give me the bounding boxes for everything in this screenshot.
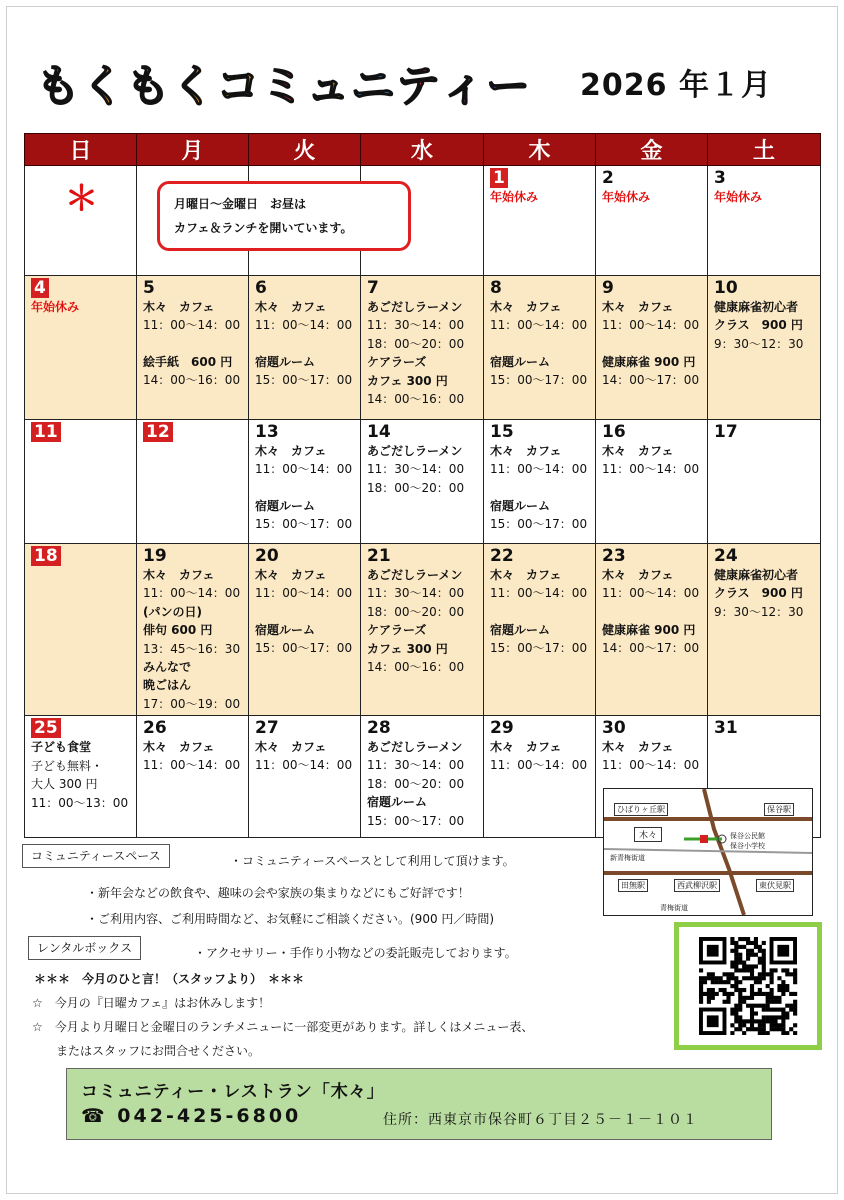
day-cell (137, 716, 249, 838)
event-title: あごだしラーメン (367, 300, 463, 314)
week-row (25, 276, 821, 420)
map-label: 西武柳沢駅 (674, 879, 720, 892)
logo-letter: ミ (261, 61, 305, 112)
event-time: 11：00～14：00 (602, 318, 700, 333)
event-time: 9：30～12：30 (714, 604, 804, 619)
event-time: 11：00～14：00 (255, 318, 353, 333)
day-cell (25, 166, 137, 276)
day-cell (249, 716, 361, 838)
event-detail: 大人 300 円 (31, 777, 98, 792)
weekday-tue: 火 (249, 134, 361, 166)
map-label: 保谷公民館 (730, 832, 765, 840)
event-time: 11：00～14：00 (143, 318, 241, 333)
event-time: 11：30～14：00 (367, 462, 465, 477)
event-title: 木々 カフェ (602, 568, 674, 582)
day-number: 13 (255, 422, 279, 442)
event-title: (パンの日) (143, 604, 202, 619)
event-title: 絵手紙 600 円 (143, 354, 233, 369)
event-title: 健康麻雀初心者 (714, 568, 799, 582)
day-cell (708, 276, 821, 420)
day-number: 7 (367, 278, 379, 298)
event-time: 11：00～14：00 (490, 462, 588, 477)
day-cell (25, 276, 137, 420)
event-title: 木々 カフェ (602, 300, 674, 314)
event-time: 11：00～14：00 (143, 586, 241, 601)
event-title: 木々 カフェ (490, 568, 562, 582)
qr-pattern (689, 937, 807, 1035)
day-cell (596, 420, 708, 544)
day-number: 6 (255, 278, 267, 298)
restaurant-name: コミュニティー・レストラン「木々」 (81, 1082, 385, 1102)
event-title: あごだしラーメン (367, 444, 463, 458)
community-text: ・ご利用内容、ご利用時間など、お気軽にご相談ください。(900 円／時間) (86, 912, 495, 926)
logo-letter: コ (216, 61, 260, 112)
event-title: 木々 カフェ (602, 444, 674, 458)
day-cell (361, 276, 484, 420)
day-cell (249, 544, 361, 716)
event-time: 15：00～17：00 (255, 373, 353, 388)
weekday-sun: 日 (25, 134, 137, 166)
phone-text: 042-425-6800 (117, 1105, 302, 1127)
event-time: 14：00～16：00 (143, 373, 241, 388)
day-number: 26 (143, 718, 167, 738)
event-time: 18：00～20：00 (367, 336, 465, 351)
event-title: 健康麻雀 900 円 (602, 622, 696, 637)
event-time: 11：00～14：00 (602, 758, 700, 773)
day-cell (137, 544, 249, 716)
event-title: あごだしラーメン (367, 568, 463, 582)
event-title: 木々 カフェ (490, 444, 562, 458)
message-title: ＊＊＊ 今月のひと言！（スタッフより） ＊＊＊ (34, 972, 305, 986)
event-time: 11：00～14：00 (255, 758, 353, 773)
event-time: 11：00～14：00 (602, 462, 700, 477)
logo-letter: テ (396, 61, 440, 112)
weekday-header (25, 134, 821, 166)
map-label: 東伏見駅 (756, 879, 794, 892)
community-text: ・新年会などの飲食や、趣味の会や家族の集まりなどにもご好評です！ (86, 886, 470, 900)
weekday-thu: 木 (484, 134, 596, 166)
logo (36, 42, 531, 112)
day-cell (25, 544, 137, 716)
phone-icon: ☎ (81, 1105, 108, 1127)
event-title: 木々 カフェ (143, 300, 215, 314)
qr-code[interactable] (674, 922, 822, 1050)
day-cell (708, 420, 821, 544)
day-cell (137, 420, 249, 544)
event-title: 宿題ルーム (255, 498, 316, 513)
event-title: 木々 カフェ (255, 568, 327, 582)
event-title: 木々 カフェ (143, 740, 215, 754)
day-cell (249, 420, 361, 544)
event-title: 木々 カフェ (602, 740, 674, 754)
event-title: 木々 カフェ (143, 568, 215, 582)
day-cell (596, 276, 708, 420)
day-cell (708, 166, 821, 276)
event-time: 13：45～16：30 (143, 641, 241, 656)
event-title: 宿題ルーム (490, 498, 551, 513)
day-number: 12 (143, 422, 173, 442)
community-space-label: コミュニティースペース (22, 844, 170, 868)
message-line: またはスタッフにお問合せください。 (32, 1044, 261, 1058)
event-time: 15：00～17：00 (255, 641, 353, 656)
event-title: 宿題ルーム (255, 354, 316, 369)
logo-letter: ー (486, 61, 530, 112)
event-time: 11：30～14：00 (367, 318, 465, 333)
map-label: 青梅街道 (660, 904, 688, 912)
day-number: 25 (31, 718, 61, 738)
day-number: 9 (602, 278, 614, 298)
day-number: 18 (31, 546, 61, 566)
event-title: カフェ 300 円 (367, 373, 448, 388)
logo-letter: ィ (441, 61, 485, 112)
day-cell (361, 544, 484, 716)
event-title: 子ども食堂 (31, 740, 92, 755)
day-number: 19 (143, 546, 167, 566)
event-time: 18：00～20：00 (367, 776, 465, 791)
event-time: 11：00～13：00 (31, 795, 129, 810)
event-title: 木々 カフェ (255, 444, 327, 458)
logo-letter: も (126, 61, 170, 112)
notice-line: カフェ＆ランチを開いています。 (174, 221, 353, 235)
day-number: 30 (602, 718, 626, 738)
event-title: クラス 900 円 (714, 318, 803, 333)
map-label: ひばりヶ丘駅 (614, 803, 668, 816)
day-cell (484, 166, 596, 276)
day-number: 20 (255, 546, 279, 566)
event-time: 15：00～17：00 (490, 373, 588, 388)
day-number: 21 (367, 546, 391, 566)
map-label: 保谷駅 (764, 803, 794, 816)
event-title: 俳句 600 円 (143, 623, 213, 638)
event-title: 木々 カフェ (255, 300, 327, 314)
logo-letter: く (171, 61, 215, 112)
event-time: 14：00～17：00 (602, 641, 700, 656)
calendar (24, 133, 821, 838)
event-time: 11：00～14：00 (490, 318, 588, 333)
community-text: ・コミュニティースペースとして利用して頂けます。 (230, 854, 515, 868)
event-time: 11：00～14：00 (255, 586, 353, 601)
event-time: 11：00～14：00 (255, 462, 353, 477)
event-title: 晩ごはん (143, 678, 192, 693)
closed-label: 年始休み (602, 190, 651, 204)
day-cell (708, 544, 821, 716)
week-row (25, 166, 821, 276)
rental-box-label: レンタルボックス (28, 936, 141, 960)
logo-letter: ュ (306, 61, 350, 112)
day-number: 8 (490, 278, 502, 298)
event-time: 11：30～14：00 (367, 758, 465, 773)
day-number: 31 (714, 718, 738, 738)
day-cell (484, 420, 596, 544)
access-map (603, 788, 813, 916)
event-title: 宿題ルーム (367, 795, 428, 810)
day-number: 22 (490, 546, 514, 566)
cafe-notice (157, 181, 411, 251)
weekday-mon: 月 (137, 134, 249, 166)
map-label: 新青梅街道 (610, 854, 645, 862)
map-label: 田無駅 (618, 879, 648, 892)
event-title: 健康麻雀初心者 (714, 300, 799, 314)
month-title: 2026 年１月 (580, 68, 772, 103)
day-number: 3 (714, 168, 726, 188)
event-time: 15：00～17：00 (367, 813, 465, 828)
day-number: 24 (714, 546, 738, 566)
asterisk-mark: ＊ (64, 179, 99, 219)
event-time: 11：00～14：00 (143, 758, 241, 773)
day-cell (596, 166, 708, 276)
message-line: ☆ 今月の『日曜カフェ』はお休みします！ (32, 996, 271, 1010)
rental-text: ・アクセサリー・手作り小物などの委託販売しております。 (194, 946, 517, 960)
event-title: ケアラーズ (367, 355, 427, 370)
day-number: 5 (143, 278, 155, 298)
day-cell (596, 544, 708, 716)
event-time: 14：00～16：00 (367, 392, 465, 407)
event-time: 15：00～17：00 (255, 517, 353, 532)
event-title: クラス 900 円 (714, 586, 803, 601)
event-time: 15：00～17：00 (490, 517, 588, 532)
day-number: 29 (490, 718, 514, 738)
logo-letter: も (36, 61, 80, 112)
event-title: カフェ 300 円 (367, 641, 448, 656)
day-cell (249, 276, 361, 420)
event-time: 11：00～14：00 (490, 758, 588, 773)
footer-contact (66, 1068, 772, 1140)
day-cell (25, 420, 137, 544)
day-cell (484, 544, 596, 716)
day-number: 17 (714, 422, 738, 442)
day-cell (137, 276, 249, 420)
event-time: 18：00～20：00 (367, 604, 465, 619)
day-number: 14 (367, 422, 391, 442)
event-time: 15：00～17：00 (490, 641, 588, 656)
event-time: 11：30～14：00 (367, 586, 465, 601)
map-shop-label: 木々 (634, 827, 662, 842)
day-number: 4 (31, 278, 49, 298)
weekday-fri: 金 (596, 134, 708, 166)
event-title: 木々 カフェ (490, 740, 562, 754)
logo-letter: ニ (351, 61, 395, 112)
event-title: あごだしラーメン (367, 740, 463, 754)
day-cell (484, 276, 596, 420)
day-number: 11 (31, 422, 61, 442)
event-detail: 子ども無料・ (31, 758, 104, 773)
weekday-sat: 土 (708, 134, 821, 166)
day-number: 10 (714, 278, 738, 298)
day-number: 16 (602, 422, 626, 442)
event-time: 17：00～19：00 (143, 696, 241, 711)
day-number: 15 (490, 422, 514, 442)
day-number: 28 (367, 718, 391, 738)
day-cell (484, 716, 596, 838)
message-line: ☆ 今月より月曜日と金曜日のランチメニューに一部変更があります。詳しくはメニュー表、 (32, 1020, 534, 1034)
day-cell (361, 420, 484, 544)
event-title: 宿題ルーム (255, 622, 316, 637)
phone-number[interactable] (81, 1105, 301, 1127)
day-cell (25, 716, 137, 838)
week-row (25, 420, 821, 544)
map-label: 保谷小学校 (730, 842, 765, 850)
event-title: 木々 カフェ (490, 300, 562, 314)
day-number: 23 (602, 546, 626, 566)
event-time: 18：00～20：00 (367, 480, 465, 495)
event-title: みんなで (143, 660, 192, 675)
day-number: 27 (255, 718, 279, 738)
event-title: 宿題ルーム (490, 354, 551, 369)
event-time: 11：00～14：00 (602, 586, 700, 601)
notice-line: 月曜日～金曜日 お昼は (174, 197, 307, 211)
day-cell (361, 716, 484, 838)
address: 住所：西東京市保谷町６丁目２５－１－１０１ (383, 1112, 698, 1128)
event-title: 健康麻雀 900 円 (602, 354, 696, 369)
event-title: ケアラーズ (367, 623, 427, 638)
day-number: 1 (490, 168, 508, 188)
event-time: 9：30～12：30 (714, 336, 804, 351)
logo-letter: く (81, 61, 125, 112)
event-title: 宿題ルーム (490, 622, 551, 637)
event-title: 木々 カフェ (255, 740, 327, 754)
closed-label: 年始休み (490, 190, 539, 205)
week-row (25, 544, 821, 716)
closed-label: 年始休み (714, 190, 763, 204)
event-time: 14：00～16：00 (367, 660, 465, 675)
event-time: 11：00～14：00 (490, 586, 588, 601)
event-time: 14：00～17：00 (602, 373, 700, 388)
weekday-wed: 水 (361, 134, 484, 166)
day-number: 2 (602, 168, 614, 188)
closed-label: 年始休み (31, 300, 80, 315)
